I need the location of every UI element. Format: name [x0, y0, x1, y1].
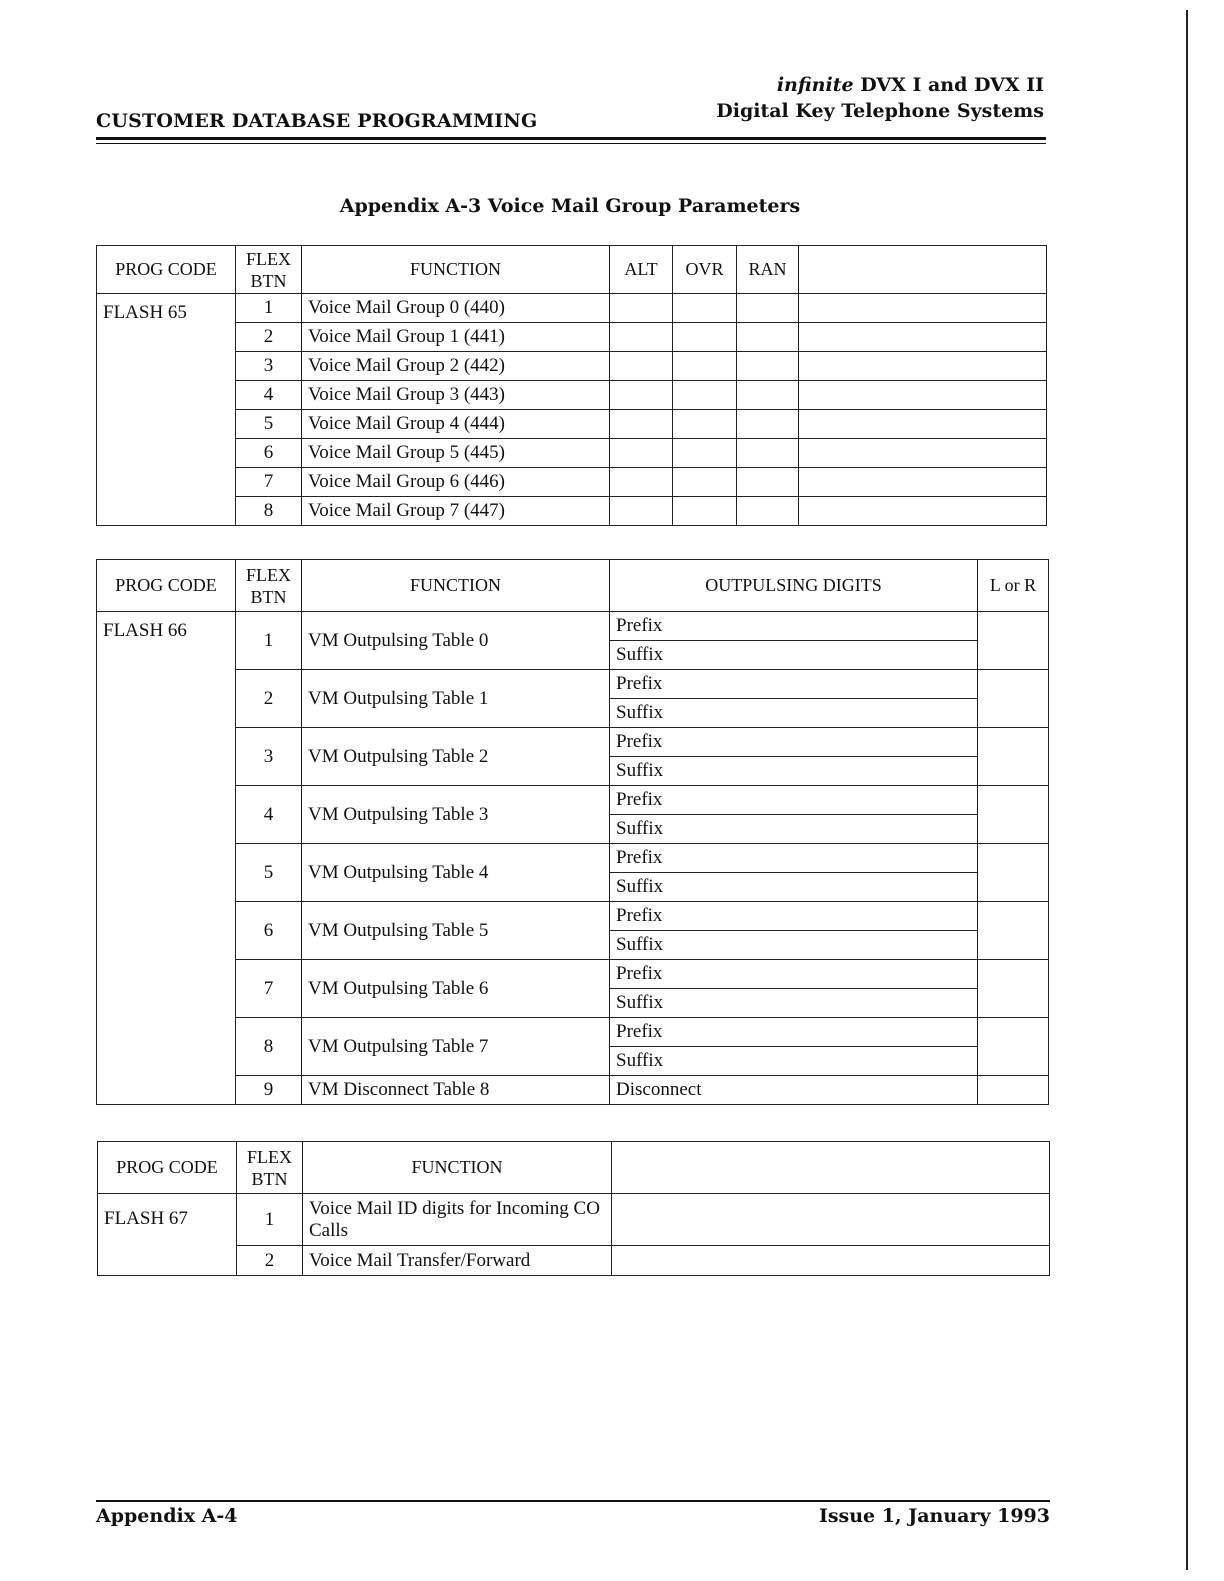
flex-btn-cell: 3 [236, 352, 302, 381]
suffix-cell: Suffix [610, 989, 978, 1018]
alt-cell [610, 381, 673, 410]
flex-btn-cell: 2 [236, 670, 302, 728]
header-blank [612, 1142, 1050, 1194]
table-row [97, 410, 1047, 439]
flex-btn-cell: 1 [237, 1194, 303, 1246]
function-cell: VM Outpulsing Table 5 [302, 902, 610, 960]
header-flex-btn: FLEX BTN [236, 560, 302, 612]
function-cell: Voice Mail Group 4 (444) [302, 410, 610, 439]
blank-cell [799, 497, 1047, 526]
voice-mail-id-table [97, 1141, 1050, 1276]
l-or-r-cell [978, 612, 1049, 670]
suffix-cell: Suffix [610, 699, 978, 728]
alt-cell [610, 439, 673, 468]
l-or-r-cell [978, 670, 1049, 728]
function-cell: VM Outpulsing Table 0 [302, 612, 610, 670]
flex-btn-cell: 5 [236, 844, 302, 902]
ovr-cell [673, 410, 737, 439]
header-flex-btn: FLEX BTN [236, 246, 302, 294]
function-cell: VM Outpulsing Table 3 [302, 786, 610, 844]
prefix-cell: Prefix [610, 612, 978, 641]
alt-cell [610, 294, 673, 323]
table-row [97, 497, 1047, 526]
header-prog-code: PROG CODE [98, 1142, 237, 1194]
product-header [716, 74, 1044, 122]
function-cell: Voice Mail Group 1 (441) [302, 323, 610, 352]
function-cell: Voice Mail Group 5 (445) [302, 439, 610, 468]
alt-cell [610, 410, 673, 439]
footer-rule [96, 1500, 1050, 1502]
header-ran: RAN [737, 246, 799, 294]
function-cell: VM Disconnect Table 8 [302, 1076, 610, 1105]
prefix-cell: Prefix [610, 960, 978, 989]
function-cell: VM Outpulsing Table 7 [302, 1018, 610, 1076]
header-prog-code: PROG CODE [97, 246, 236, 294]
table-row [97, 960, 1049, 989]
ran-cell [737, 468, 799, 497]
table-row [97, 902, 1049, 931]
blank-cell [612, 1246, 1050, 1276]
function-cell: Voice Mail Group 3 (443) [302, 381, 610, 410]
flex-btn-cell: 7 [236, 468, 302, 497]
flex-btn-cell: 5 [236, 410, 302, 439]
function-cell: Voice Mail Group 0 (440) [302, 294, 610, 323]
voice-mail-group-table [96, 245, 1047, 526]
blank-cell [799, 294, 1047, 323]
blank-cell [799, 323, 1047, 352]
header-blank [799, 246, 1047, 294]
ovr-cell [673, 352, 737, 381]
function-cell: Voice Mail Group 6 (446) [302, 468, 610, 497]
page-edge [1186, 10, 1188, 1570]
outpulsing-table [96, 559, 1049, 1105]
blank-cell [799, 439, 1047, 468]
header-function: FUNCTION [303, 1142, 612, 1194]
flex-btn-cell: 3 [236, 728, 302, 786]
l-or-r-cell [978, 844, 1049, 902]
suffix-cell: Suffix [610, 757, 978, 786]
page-title: Appendix A-3 Voice Mail Group Parameters [339, 195, 801, 217]
suffix-cell: Suffix [610, 641, 978, 670]
prefix-cell: Prefix [610, 1018, 978, 1047]
function-cell: VM Outpulsing Table 4 [302, 844, 610, 902]
ran-cell [737, 352, 799, 381]
suffix-cell: Suffix [610, 873, 978, 902]
table-row [97, 352, 1047, 381]
flex-btn-cell: 8 [236, 1018, 302, 1076]
ran-cell [737, 294, 799, 323]
table-row [97, 323, 1047, 352]
alt-cell [610, 497, 673, 526]
header-function: FUNCTION [302, 560, 610, 612]
table-row [97, 468, 1047, 497]
prefix-cell: Prefix [610, 728, 978, 757]
product-subtitle: Digital Key Telephone Systems [716, 100, 1044, 122]
flex-btn-cell: 9 [236, 1076, 302, 1105]
table-row [97, 1076, 1049, 1105]
section-header: CUSTOMER DATABASE PROGRAMMING [96, 110, 538, 132]
ran-cell [737, 439, 799, 468]
blank-cell [799, 468, 1047, 497]
header-outpulsing-digits: OUTPULSING DIGITS [610, 560, 978, 612]
flex-btn-cell: 2 [237, 1246, 303, 1276]
table-row [97, 612, 1049, 641]
function-cell: Voice Mail Transfer/Forward [303, 1246, 612, 1276]
ovr-cell [673, 323, 737, 352]
blank-cell [612, 1194, 1050, 1246]
header-prog-code: PROG CODE [97, 560, 236, 612]
flex-btn-cell: 1 [236, 294, 302, 323]
ovr-cell [673, 497, 737, 526]
flex-btn-cell: 6 [236, 439, 302, 468]
function-cell: VM Outpulsing Table 2 [302, 728, 610, 786]
function-cell: Voice Mail ID digits for Incoming CO Calls [303, 1194, 612, 1246]
footer-right: Issue 1, January 1993 [818, 1505, 1050, 1527]
alt-cell [610, 468, 673, 497]
blank-cell [799, 410, 1047, 439]
l-or-r-cell [978, 960, 1049, 1018]
ovr-cell [673, 294, 737, 323]
ran-cell [737, 381, 799, 410]
flex-btn-cell: 1 [236, 612, 302, 670]
disconnect-cell: Disconnect [610, 1076, 978, 1105]
header-function: FUNCTION [302, 246, 610, 294]
flex-btn-cell: 4 [236, 381, 302, 410]
ran-cell [737, 323, 799, 352]
ran-cell [737, 497, 799, 526]
header-ovr: OVR [673, 246, 737, 294]
product-line: DVX I and DVX II [860, 74, 1044, 96]
prog-code-cell: FLASH 66 [97, 612, 236, 1105]
function-cell: Voice Mail Group 2 (442) [302, 352, 610, 381]
l-or-r-cell [978, 1018, 1049, 1076]
prefix-cell: Prefix [610, 786, 978, 815]
table-row [97, 728, 1049, 757]
prefix-cell: Prefix [610, 844, 978, 873]
ovr-cell [673, 439, 737, 468]
flex-btn-cell: 6 [236, 902, 302, 960]
flex-btn-cell: 7 [236, 960, 302, 1018]
table-row [97, 786, 1049, 815]
ovr-cell [673, 381, 737, 410]
prog-code-cell: FLASH 65 [97, 294, 236, 526]
alt-cell [610, 352, 673, 381]
function-cell: Voice Mail Group 7 (447) [302, 497, 610, 526]
ovr-cell [673, 468, 737, 497]
ran-cell [737, 410, 799, 439]
flex-btn-cell: 4 [236, 786, 302, 844]
l-or-r-cell [978, 786, 1049, 844]
l-or-r-cell [978, 1076, 1049, 1105]
l-or-r-cell [978, 728, 1049, 786]
l-or-r-cell [978, 902, 1049, 960]
header-l-or-r: L or R [978, 560, 1049, 612]
footer-left: Appendix A-4 [96, 1505, 238, 1527]
function-cell: VM Outpulsing Table 1 [302, 670, 610, 728]
header-rule-thin [96, 143, 1046, 144]
table-row [97, 1018, 1049, 1047]
prog-code-cell: FLASH 67 [98, 1194, 237, 1276]
table-row [98, 1194, 1050, 1246]
header-rule [96, 137, 1046, 140]
table-row [97, 381, 1047, 410]
blank-cell [799, 352, 1047, 381]
flex-btn-cell: 2 [236, 323, 302, 352]
header-flex-btn: FLEX BTN [237, 1142, 303, 1194]
table-row [98, 1246, 1050, 1276]
flex-btn-cell: 8 [236, 497, 302, 526]
table-row [97, 844, 1049, 873]
function-cell: VM Outpulsing Table 6 [302, 960, 610, 1018]
table-row [97, 294, 1047, 323]
product-italic: infinite [776, 74, 854, 96]
suffix-cell: Suffix [610, 815, 978, 844]
blank-cell [799, 381, 1047, 410]
table-row [97, 670, 1049, 699]
header-alt: ALT [610, 246, 673, 294]
suffix-cell: Suffix [610, 931, 978, 960]
prefix-cell: Prefix [610, 902, 978, 931]
prefix-cell: Prefix [610, 670, 978, 699]
table-row [97, 439, 1047, 468]
alt-cell [610, 323, 673, 352]
suffix-cell: Suffix [610, 1047, 978, 1076]
